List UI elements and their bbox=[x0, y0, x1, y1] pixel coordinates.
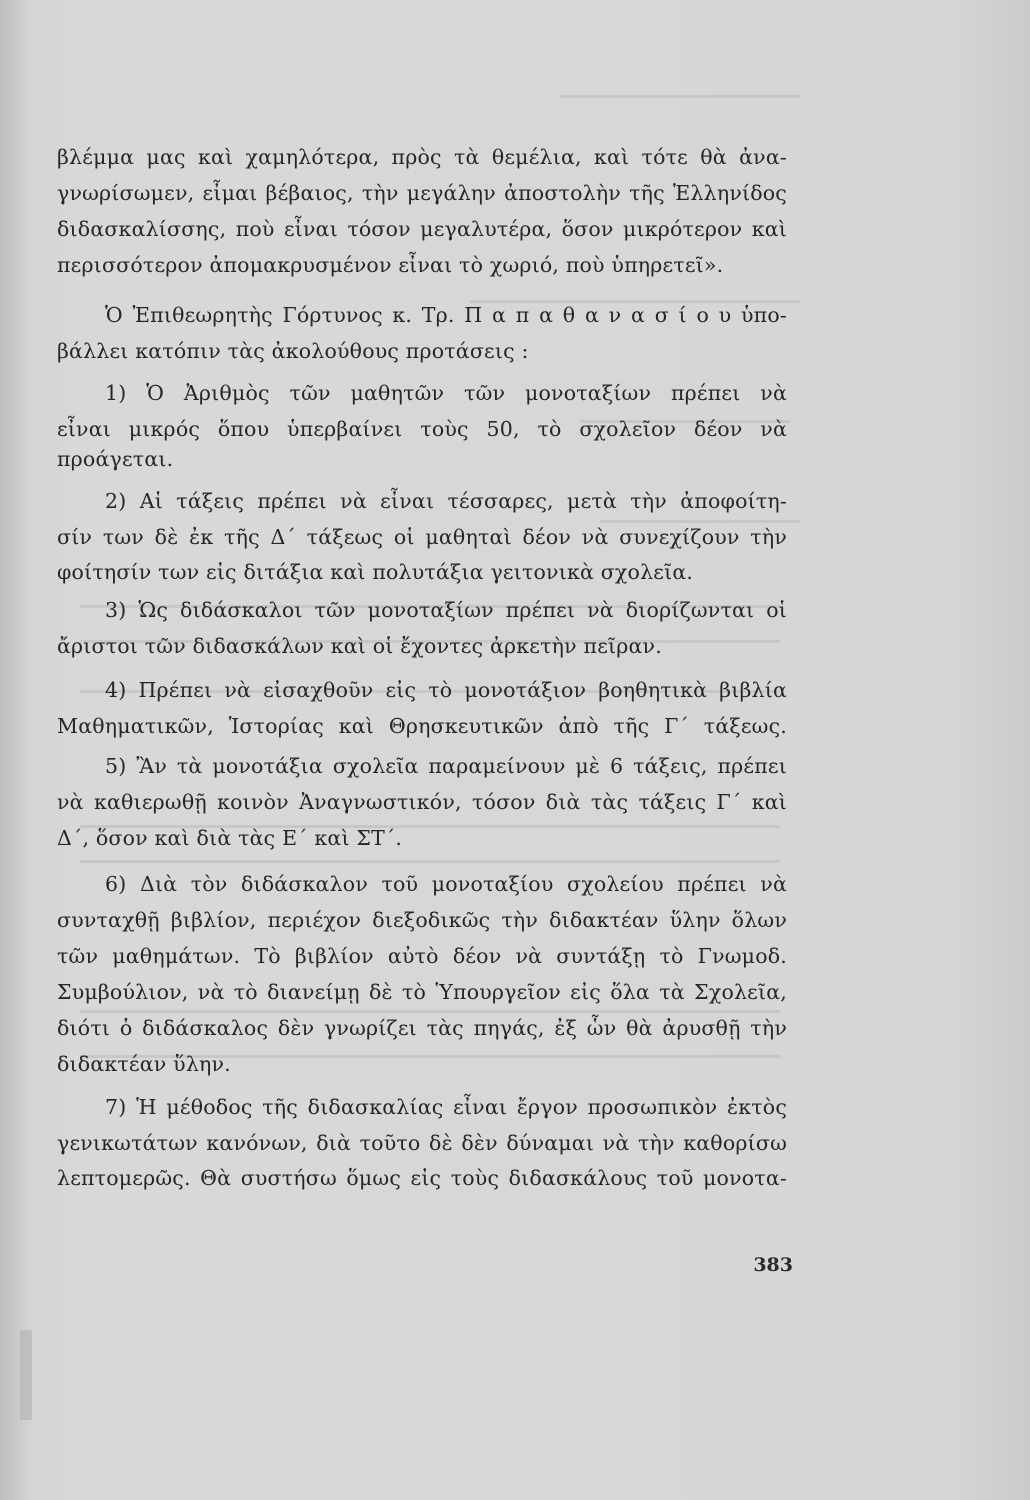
text-line: γνωρίσωμεν, εἶμαι βέβαιος, τὴν μεγάλην ἀποστολὴν τῆς Ἑλληνίδος bbox=[57, 181, 787, 205]
text-line: γενικωτάτων κανόνων, διὰ τοῦτο δὲ δὲν δύναμαι νὰ τὴν καθορίσω bbox=[57, 1131, 787, 1155]
text-line: νὰ καθιερωθῇ κοινὸν Ἀναγνωστικόν, τόσον διὰ τὰς τάξεις Γ΄ καὶ bbox=[57, 790, 787, 814]
text-line: περισσότερον ἀπομακρυσμένον εἶναι τὸ χωριό, ποὺ ὑπηρετεῖ». bbox=[57, 253, 724, 277]
text-line: Συμβούλιον, νὰ τὸ διανείμῃ δὲ τὸ Ὑπουργεῖον εἰς ὅλα τὰ Σχολεῖα, bbox=[57, 980, 787, 1004]
text-line: Δ΄, ὅσον καὶ διὰ τὰς Ε΄ καὶ ΣΤ΄. bbox=[57, 826, 403, 850]
text-line: διδακτέαν ὕλην. bbox=[57, 1052, 231, 1076]
text-line: Ὁ Ἐπιθεωρητὴς Γόρτυνος κ. Τρ. Π α π α θ α ν α σ ί ο υ ὑπο- bbox=[105, 303, 787, 327]
page-number: 383 bbox=[753, 1254, 793, 1276]
text-line: 6) Διὰ τὸν διδάσκαλον τοῦ μονοταξίου σχολείου πρέπει νὰ bbox=[105, 872, 787, 896]
text-line: προάγεται. bbox=[57, 447, 174, 471]
text-line: φοίτησίν των εἰς διτάξια καὶ πολυτάξια γειτονικὰ σχολεῖα. bbox=[57, 560, 694, 584]
text-line: 5) Ἂν τὰ μονοτάξια σχολεῖα παραμείνουν μὲ 6 τάξεις, πρέπει bbox=[105, 754, 787, 778]
text-line: 2) Αἱ τάξεις πρέπει νὰ εἶναι τέσσαρες, μετὰ τὴν ἀποφοίτη- bbox=[105, 489, 787, 513]
text-line: 4) Πρέπει νὰ εἰσαχθοῦν εἰς τὸ μονοτάξιον βοηθητικὰ βιβλία bbox=[105, 678, 787, 702]
text-line: τῶν μαθημάτων. Τὸ βιβλίον αὐτὸ δέον νὰ συντάξῃ τὸ Γνωμοδ. bbox=[57, 944, 787, 968]
text-line: Μαθηματικῶν, Ἱστορίας καὶ Θρησκευτικῶν ἀπὸ τῆς Γ΄ τάξεως. bbox=[57, 714, 787, 738]
text-line: διδασκαλίσσης, ποὺ εἶναι τόσον μεγαλυτέρα, ὅσον μικρότερον καὶ bbox=[57, 217, 787, 241]
text-line: βλέμμα μας καὶ χαμηλότερα, πρὸς τὰ θεμέλια, καὶ τότε θὰ ἀνα- bbox=[57, 145, 787, 169]
text-line: 3) Ὡς διδάσκαλοι τῶν μονοταξίων πρέπει νὰ διορίζωνται οἱ bbox=[105, 598, 787, 622]
text-line: διότι ὁ διδάσκαλος δὲν γνωρίζει τὰς πηγάς, ἐξ ὧν θὰ ἀρυσθῇ τὴν bbox=[57, 1016, 787, 1040]
text-line: σίν των δὲ ἐκ τῆς Δ΄ τάξεως οἱ μαθηταὶ δέον νὰ συνεχίζουν τὴν bbox=[57, 525, 787, 549]
text-line: συνταχθῇ βιβλίον, περιέχον διεξοδικῶς τὴν διδακτέαν ὕλην ὅλων bbox=[57, 908, 787, 932]
binding-shadow bbox=[20, 1330, 32, 1420]
text-line: εἶναι μικρός ὅπου ὑπερβαίνει τοὺς 50, τὸ σχολεῖον δέον νὰ bbox=[57, 417, 787, 441]
text-line: λεπτομερῶς. Θὰ συστήσω ὅμως εἰς τοὺς διδασκάλους τοῦ μονοτα- bbox=[57, 1166, 787, 1190]
text-line: 7) Ἡ μέθοδος τῆς διδασκαλίας εἶναι ἔργον προσωπικὸν ἐκτὸς bbox=[105, 1095, 787, 1119]
text-line: ἄριστοι τῶν διδασκάλων καὶ οἱ ἔχοντες ἀρκετὴν πεῖραν. bbox=[57, 634, 662, 658]
text-line: 1) Ὁ Ἀριθμὸς τῶν μαθητῶν τῶν μονοταξίων πρέπει νὰ bbox=[105, 381, 787, 405]
text-line: βάλλει κατόπιν τὰς ἀκολούθους προτάσεις : bbox=[57, 339, 529, 363]
